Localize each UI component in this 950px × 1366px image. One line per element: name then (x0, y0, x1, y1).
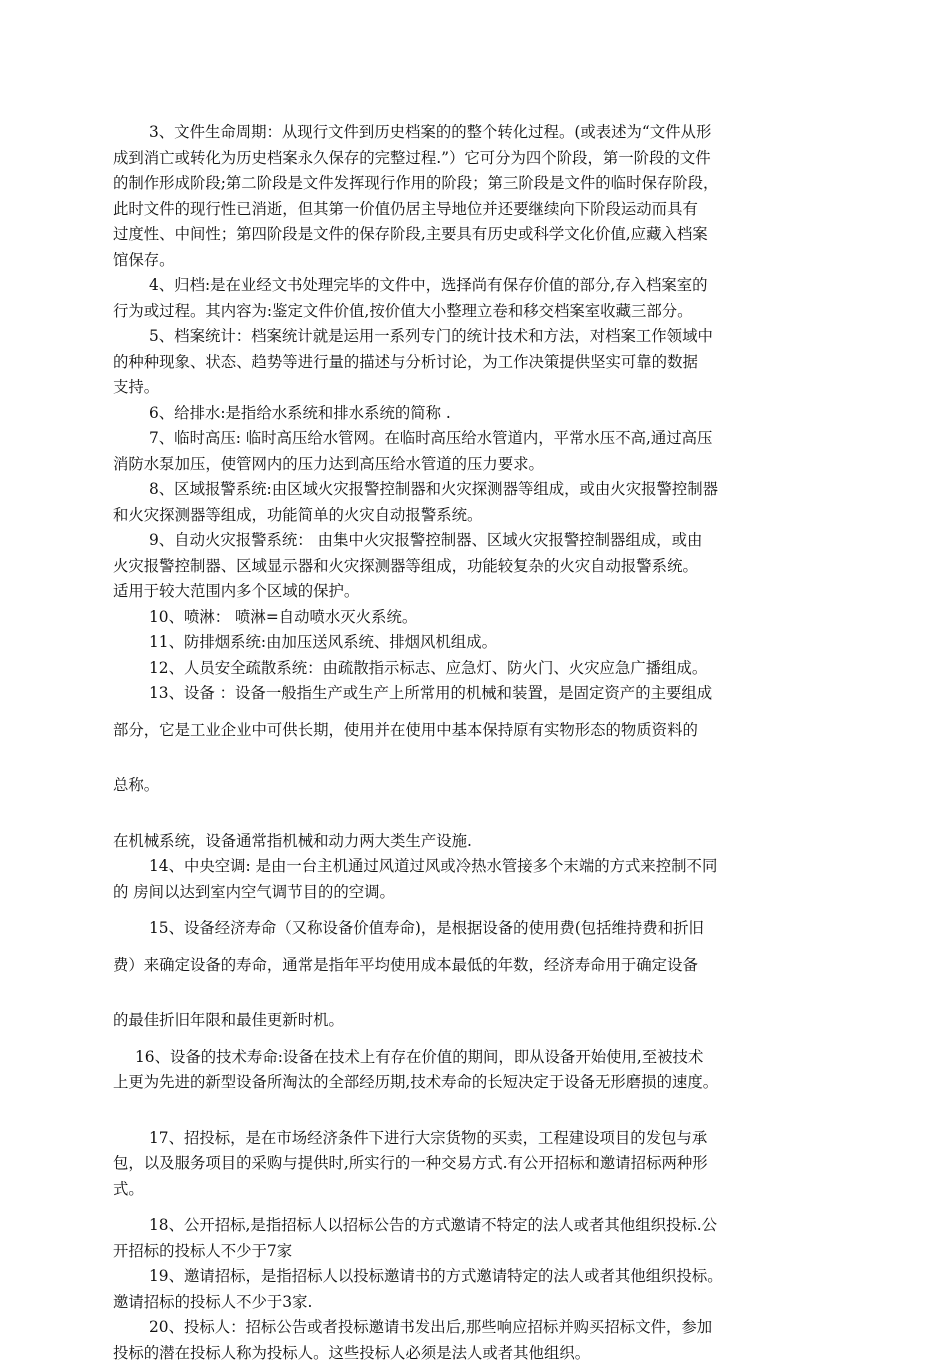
text-line: 3、文件生命周期：从现行文件到历史档案的的整个转化过程。(或表述为“文件从形 (113, 120, 865, 146)
text-line: 7、临时高压: 临时高压给水管网。在临时高压给水管道内，平常水压不高,通过高压 (113, 426, 865, 452)
text-line: 13、设备 ：设备一般指生产或生产上所常用的机械和装置，是固定资产的主要组成 (113, 681, 865, 707)
text-line: 投标的潜在投标人称为投标人。这些投标人必须是法人或者其他组织。 (113, 1341, 865, 1366)
text-line: 行为或过程。其内容为:鉴定文件价值,按价值大小整理立卷和移交档案室收藏三部分。 (113, 299, 865, 325)
text-line: 式。 (113, 1177, 865, 1203)
text-line: 5、档案统计：档案统计就是运用一系列专门的统计技术和方法，对档案工作领域中 (113, 324, 865, 350)
text-line: 的种种现象、状态、趋势等进行量的描述与分析讨论，为工作决策提供坚实可靠的数据 (113, 350, 865, 376)
text-line: 15、设备经济寿命（又称设备价值寿命)，是根据设备的使用费(包括维持费和折旧 (113, 916, 865, 942)
text-line: 11、防排烟系统:由加压送风系统、排烟风机组成。 (113, 630, 865, 656)
text-line: 的 房间以达到室内空气调节目的的空调。 (113, 880, 865, 906)
text-line: 16、设备的技术寿命:设备在技术上有存在价值的期间，即从设备开始使用,至被技术 (107, 1045, 865, 1071)
text-line: 包，以及服务项目的采购与提供时,所实行的一种交易方式.有公开招标和邀请招标两种形 (113, 1151, 865, 1177)
text-line: 10、喷淋： 喷淋=自动喷水灭火系统。 (113, 605, 865, 631)
text-line: 和火灾探测器等组成，功能简单的火灾自动报警系统。 (113, 503, 865, 529)
text-line: 部分，它是工业企业中可供长期，使用并在使用中基本保持原有实物形态的物质资料的 (113, 718, 865, 744)
text-line: 馆保存。 (113, 248, 865, 274)
text-line: 上更为先进的新型设备所淘汰的全部经历期,技术寿命的长短决定于设备无形磨损的速度。 (113, 1070, 865, 1096)
text-line: 费）来确定设备的寿命，通常是指年平均使用成本最低的年数，经济寿命用于确定设备 (113, 953, 865, 979)
text-line: 17、招投标，是在市场经济条件下进行大宗货物的买卖，工程建设项目的发包与承 (113, 1126, 865, 1152)
text-line: 14、中央空调: 是由一台主机通过风道过风或冷热水管接多个末端的方式来控制不同 (113, 854, 865, 880)
text-line: 20、投标人：招标公告或者投标邀请书发出后,那些响应招标并购买招标文件，参加 (113, 1315, 865, 1341)
text-line: 适用于较大范围内多个区域的保护。 (113, 579, 865, 605)
text-line: 的制作形成阶段;第二阶段是文件发挥现行作用的阶段；第三阶段是文件的临时保存阶段， (113, 171, 865, 197)
text-line: 4、归档:是在业经文书处理完毕的文件中，选择尚有保存价值的部分,存入档案室的 (113, 273, 865, 299)
text-line: 成到消亡或转化为历史档案永久保存的完整过程.”）它可分为四个阶段，第一阶段的文件 (113, 146, 865, 172)
text-line: 邀请招标的投标人不少于3家. (113, 1290, 865, 1316)
text-line: 支持。 (113, 375, 865, 401)
text-line: 18、公开招标,是指招标人以招标公告的方式邀请不特定的法人或者其他组织投标.公 (113, 1213, 865, 1239)
text-line: 此时文件的现行性已消逝，但其第一价值仍居主导地位并还要继续向下阶段运动而具有 (113, 197, 865, 223)
text-line: 在机械系统，设备通常指机械和动力两大类生产设施. (113, 829, 865, 855)
text-line: 火灾报警控制器、区域显示器和火灾探测器等组成，功能较复杂的火灾自动报警系统。 (113, 554, 865, 580)
text-line: 12、人员安全疏散系统：由疏散指示标志、应急灯、防火门、火灾应急广播组成。 (113, 656, 865, 682)
text-line: 6、给排水:是指给水系统和排水系统的简称 . (113, 401, 865, 427)
text-line: 消防水泵加压，使管网内的压力达到高压给水管道的压力要求。 (113, 452, 865, 478)
text-line: 总称。 (113, 773, 865, 799)
document-body (113, 120, 865, 1366)
text-line: 的最佳折旧年限和最佳更新时机。 (113, 1008, 865, 1034)
text-line: 过度性、中间性；第四阶段是文件的保存阶段,主要具有历史或科学文化价值,应藏入档案 (113, 222, 865, 248)
text-line: 开招标的投标人不少于7家 (113, 1239, 865, 1265)
text-line: 9、自动火灾报警系统： 由集中火灾报警控制器、区域火灾报警控制器组成，或由 (113, 528, 865, 554)
text-line: 8、区域报警系统:由区域火灾报警控制器和火灾探测器等组成，或由火灾报警控制器 (113, 477, 865, 503)
text-line: 19、邀请招标，是指招标人以投标邀请书的方式邀请特定的法人或者其他组织投标。 (113, 1264, 865, 1290)
